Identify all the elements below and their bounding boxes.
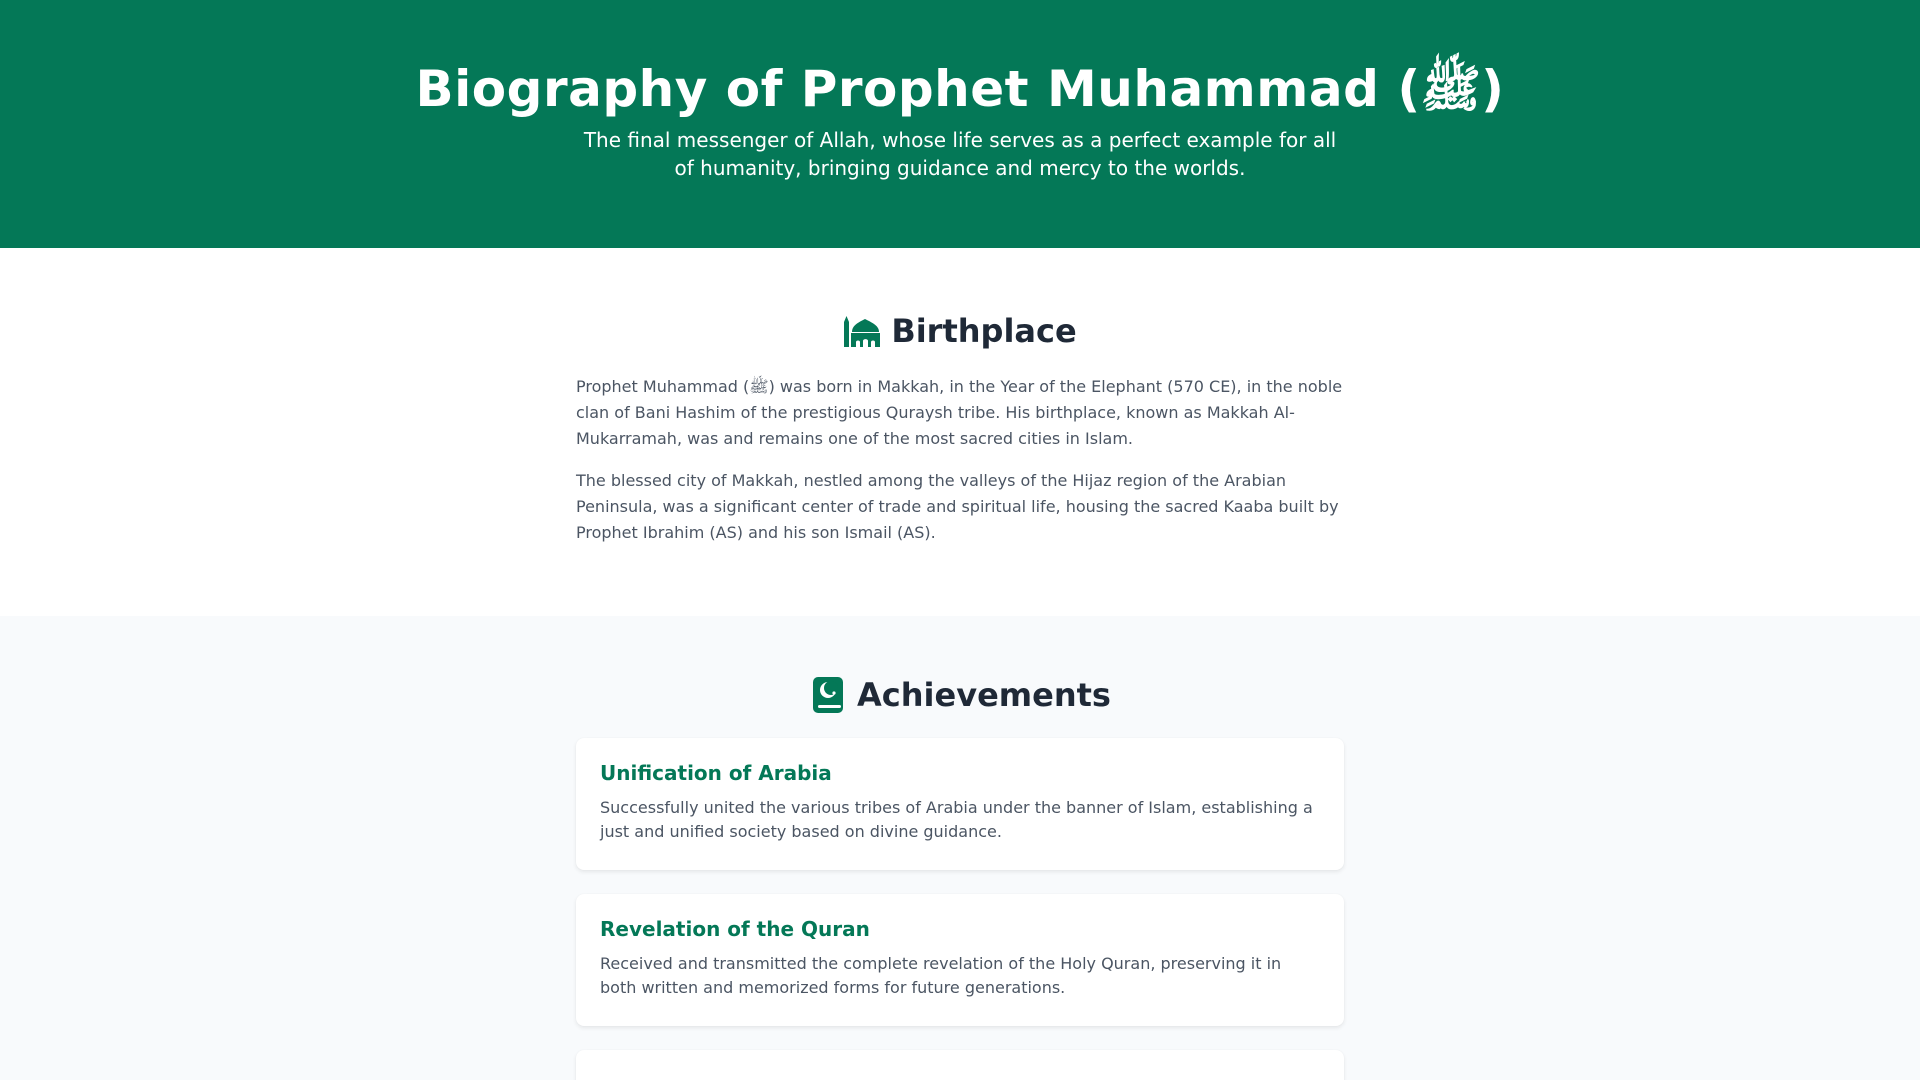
achievement-card-partial	[576, 1050, 1344, 1080]
birthplace-container	[576, 310, 1344, 546]
achievements-header	[576, 674, 1344, 716]
achievement-title: Revelation of the Quran	[600, 917, 870, 941]
achievement-description: Received and transmitted the complete revelation of the Holy Quran, preserving it in both written and memorized forms for future generations.	[600, 954, 1282, 997]
achievement-description: Successfully united the various tribes of Arabia under the banner of Islam, establishing a just and unified society based on divine guidance.	[600, 798, 1313, 841]
birthplace-heading: Birthplace	[891, 312, 1077, 350]
achievement-card	[576, 894, 1344, 1026]
birthplace-section	[0, 248, 1920, 616]
achievements-container	[576, 674, 1344, 1080]
achievements-heading: Achievements	[857, 676, 1111, 714]
achievements-section	[0, 616, 1920, 1080]
quran-book-icon	[809, 676, 847, 714]
hero-banner	[0, 0, 1920, 248]
achievement-title: Unification of Arabia	[600, 761, 832, 785]
birthplace-paragraph-2: The blessed city of Makkah, nestled among the valleys of the Hijaz region of the Arabian Peninsula, was a significant center of trade and spiritual life, housing the sacred Kaaba built by Prophet Ibrahim (AS) and his son Ismail (AS).	[576, 471, 1339, 542]
birthplace-header	[576, 310, 1344, 352]
birthplace-paragraph-1: Prophet Muhammad (ﷺ) was born in Makkah, in the Year of the Elephant (570 CE), in the noble clan of Bani Hashim of the prestigious Quraysh tribe. His birthplace, known as Makkah Al-Mukarramah, was and remains one of the most sacred cities in Islam.	[576, 377, 1343, 448]
achievement-card	[576, 738, 1344, 870]
mosque-icon	[843, 312, 881, 350]
page-title: Biography of Prophet Muhammad (ﷺ)	[415, 60, 1505, 118]
page-subtitle: The final messenger of Allah, whose life serves as a perfect example for all of humanity, bringing guidance and mercy to the worlds.	[583, 128, 1337, 180]
